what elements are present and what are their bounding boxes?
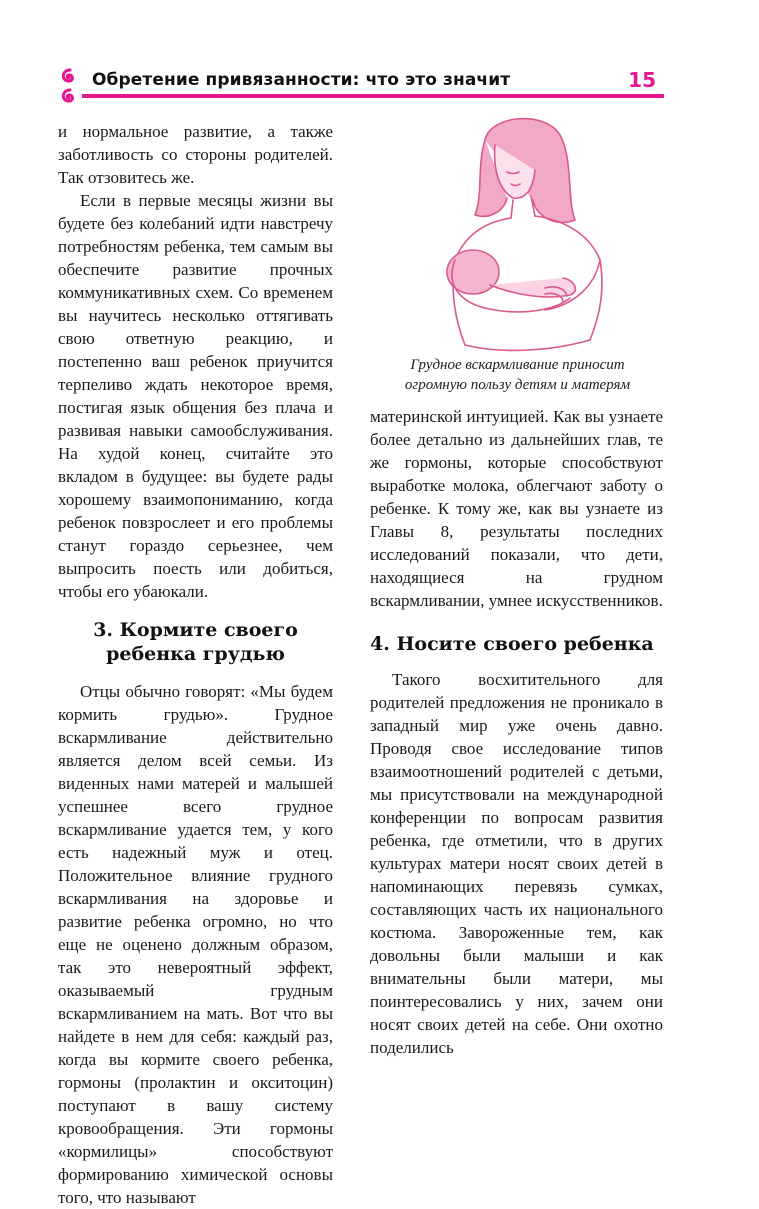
running-head-title: Обретение привязанности: что это значит (92, 70, 511, 90)
breastfeeding-illustration (395, 110, 655, 360)
section-4-heading: 4. Носите своего ребенка (370, 633, 654, 655)
caption-line-1: Грудное вскармливание приносит (410, 357, 625, 373)
page-number: 15 (628, 68, 656, 92)
swirl-ornament-icon (58, 66, 82, 106)
caption-line-2: огромную пользу детям и матерям (404, 377, 631, 393)
figure-caption (375, 355, 660, 395)
right-column (370, 405, 663, 1059)
right-paragraph-1: материнской интуицией. Как вы узнаете более детально из дальнейших глав, те же гормоны, которые способствуют выработке молока, облегчают заботу о ребенке. К тому же, как вы узнаете из Главы 8, результаты последних исследований показали, что дети, находящиеся на грудном вскармливании, умнее искусственников. (370, 407, 663, 610)
left-paragraph-3: Отцы обычно говорят: «Мы будем кормить грудью». Грудное вскармливание действительно является делом всей семьи. Из виденных нами матерей и малышей успешнее всего грудное вскармливание удается тем, у кого есть надежный муж и отец. Положительное влияние грудного вскармливания на здоровье и развитие ребенка огромно, но что еще не оценено должным образом, так это невероятный эффект, оказываемый грудным вскармливанием на мать. Вот что вы найдете в нем для себя: каждый раз, когда вы кормите своего ребенка, гормоны (пролактин и окситоцин) поступают в вашу систему кровообращения. Эти гормоны «кормилицы» способствуют формированию химической основы того, что называют (58, 682, 333, 1207)
section-3-heading: 3. Кормите своего ребенка грудью (93, 619, 298, 665)
left-paragraph-2: Если в первые месяцы жизни вы будете без колебаний идти навстречу потребностям ребенка, тем самым вы обеспечите развитие прочных коммуникативных схем. Со временем вы научитесь несколько оттягивать свою ответную реакцию, и постепенно ваш ребенок приучится терпеливо ждать некоторое время, постигая язык общения без плача и развивая навыки самообслуживания. На худой конец, считайте это вкладом в будущее: вы будете рады хорошему взаимопониманию, когда ребенок повзрослеет и его проблемы станут гораздо серьезнее, чем выпросить поесть или добиться, чтобы его убаюкали. (58, 191, 333, 601)
left-column (58, 120, 333, 1209)
header-rule (82, 94, 664, 98)
page-header (58, 64, 664, 98)
right-paragraph-2: Такого восхитительного для родителей предложения не проникало в западный мир уже очень давно. Проводя свое исследование типов взаимоотношений родителей с детьми, мы присутствовали на международной конференции по вопросам развития ребенка, где отметили, что в других культурах матери носят своих детей в напоминающих перевязь сумках, составляющих часть их национального костюма. Завороженные тем, как довольны были малыши и как внимательны были матери, мы поинтересовались у них, зачем они носят своих детей на себе. Они охотно поделились (370, 670, 663, 1057)
left-paragraph-1: и нормальное развитие, а также заботливость со стороны родителей. Так отзовитесь же. (58, 122, 333, 187)
